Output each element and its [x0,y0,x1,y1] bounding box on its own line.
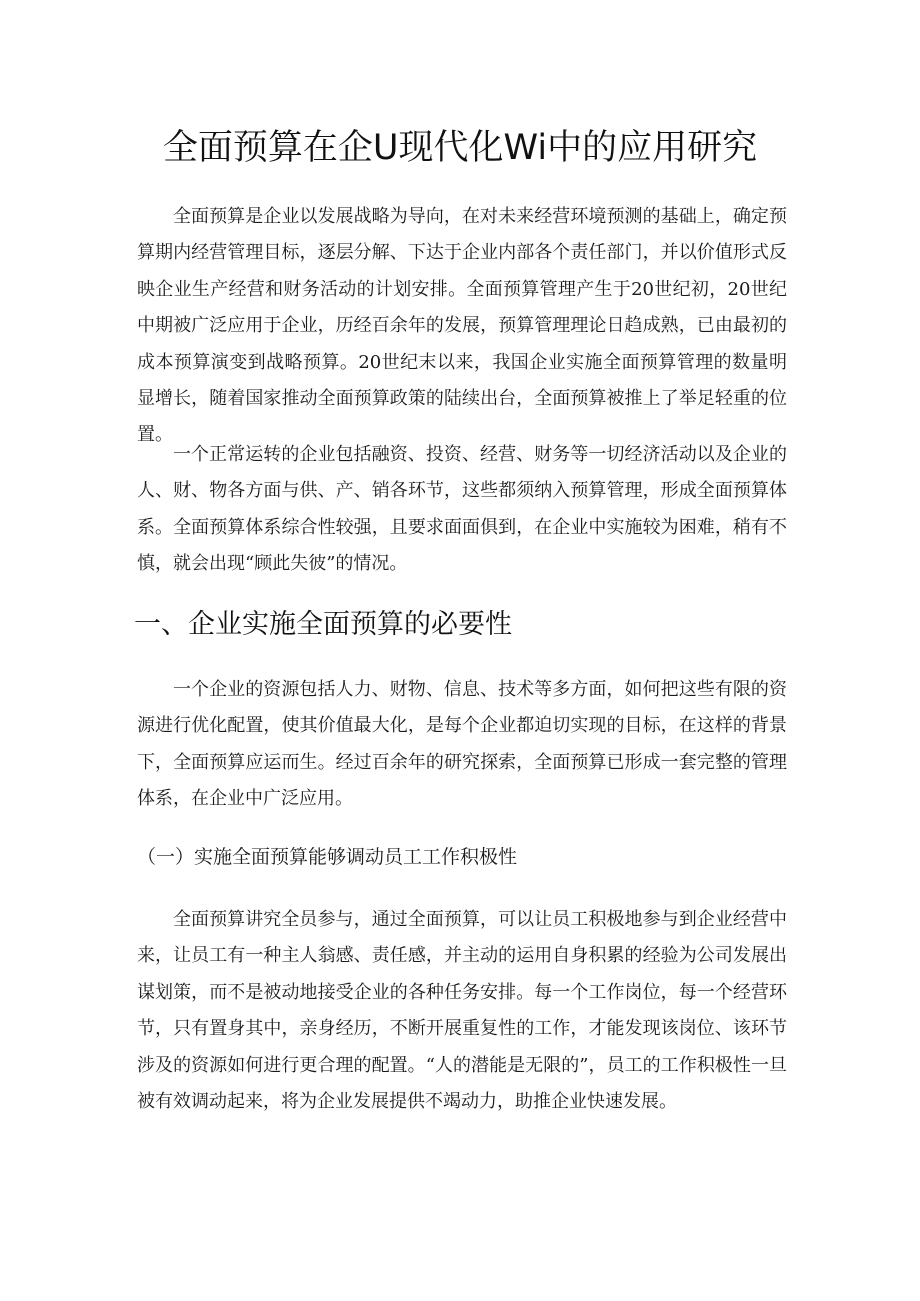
intro-paragraph-1: 全面预算是企业以发展战略为导向，在对未来经营环境预测的基础上，确定预算期内经营管理目标，逐层分解、下达于企业内部各个责任部门，并以价值形式反映企业生产经营和财务活动的计划安排。全面预算管理产生于20世纪初，20世纪中期被广泛应用于企业，历经百余年的发展，预算管理理论日趋成熟，已由最初的成本预算演变到战略预算。20世纪末以来，我国企业实施全面预算管理的数量明显增长，随着国家推动全面预算政策的陆续出台，全面预算被推上了举足轻重的位置。 [137,206,787,446]
subsection-paragraph: 全面预算讲究全员参与，通过全面预算，可以让员工积极地参与到企业经营中来，让员工有一种主人翁感、责任感，并主动的运用自身积累的经验为公司发展出谋划策，而不是被动地接受企业的各种任务安排。每一个工作岗位，每一个经营环节，只有置身其中，亲身经历，不断开展重复性的工作，才能发现该岗位、该环节涉及的资源如何进行更合理的配置。“人的潜能是无限的”，员工的工作积极性一旦被有效调动起来，将为企业发展提供不竭动力，助推企业快速发展。 [137,909,787,1113]
section-heading: 一、企业实施全面预算的必要性 [134,609,512,640]
document-title: 全面预算在企U现代化Wi中的应用研究 [162,128,758,168]
subsection-heading: （一）实施全面预算能够调动员工工作积极性 [137,846,518,868]
section-paragraph: 一个企业的资源包括人力、财物、信息、技术等多方面，如何把这些有限的资源进行优化配置，使其价值最大化，是每个企业都迫切实现的目标，在这样的背景下，全面预算应运而生。经过百余年的研究探索，全面预算已形成一套完整的管理体系，在企业中广泛应用。 [137,679,787,810]
intro-paragraph-2: 一个正常运转的企业包括融资、投资、经营、财务等一切经济活动以及企业的人、财、物各方面与供、产、销各环节，这些都须纳入预算管理，形成全面预算体系。全面预算体系综合性较强，且要求面面俱到，在企业中实施较为困难，稍有不慎，就会出现“顾此失彼”的情况。 [137,444,787,575]
